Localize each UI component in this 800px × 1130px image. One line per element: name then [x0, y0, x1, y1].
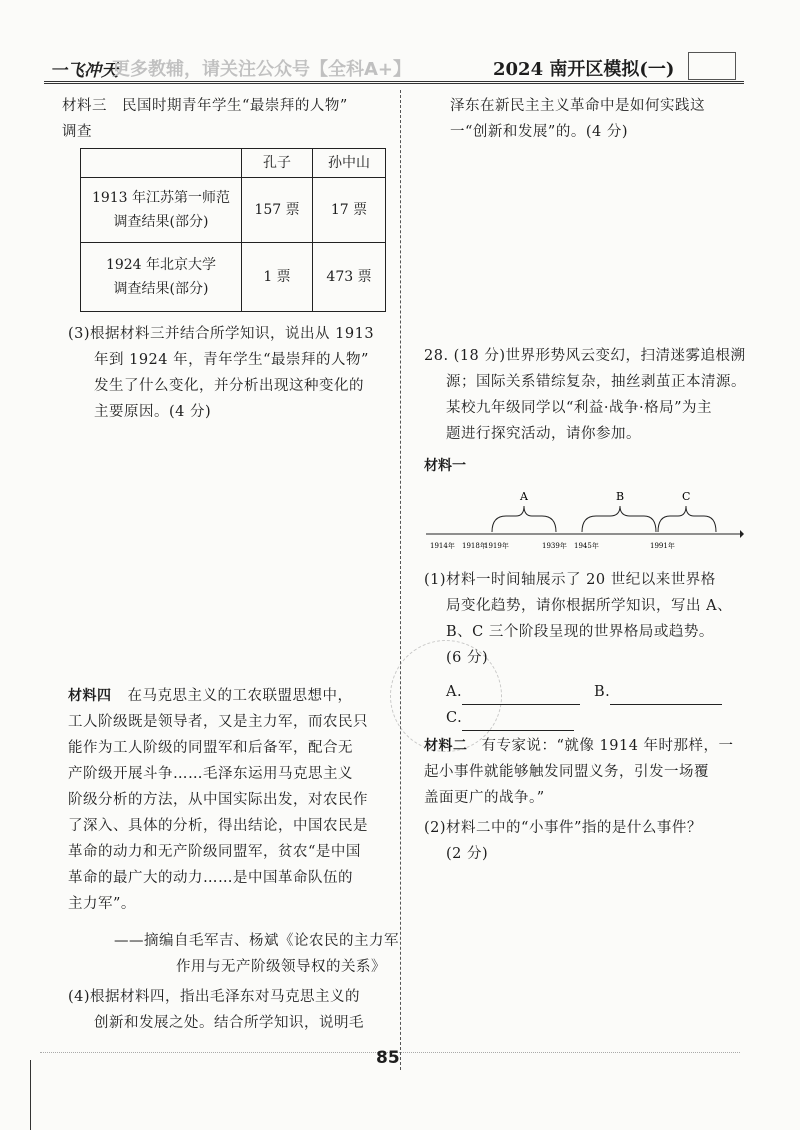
- answer-a: [446, 679, 580, 705]
- material4-line: 产阶级开展斗争……毛泽东运用马克思主义: [68, 766, 353, 782]
- material4-line: 能作为工人阶级的同盟军和后备军，配合无: [68, 740, 353, 756]
- material4-source-cont: 作用与无产阶级领导权的关系》: [176, 959, 386, 975]
- table-row-label: [81, 243, 242, 312]
- survey-table: [80, 148, 386, 312]
- watermark-ad: 更多教辅，请关注公众号【全科A+】: [112, 59, 412, 80]
- question-3: [68, 321, 374, 425]
- question-line: B、C 三个阶段呈现的世界格局或趋势。: [446, 624, 714, 640]
- question-2: [424, 815, 702, 867]
- table-header-cell: 孙中山: [313, 149, 386, 178]
- question-line: 发生了什么变化，并分析出现这种变化的: [94, 378, 364, 394]
- material2: [424, 733, 734, 811]
- table-row-label-line: 1924 年北京大学: [105, 257, 217, 273]
- timeline-arrow: [740, 530, 744, 538]
- timeline-tick: 1945年: [574, 542, 599, 550]
- table-cell: 473 票: [313, 243, 386, 312]
- question-line: (4)根据材料四，指出毛泽东对马克思主义的: [68, 989, 361, 1005]
- bracket-b: [582, 506, 656, 532]
- brand-logo-text: 一飞冲天: [50, 61, 118, 81]
- material4-line: 革命的最广大的动力……是中国革命队伍的: [68, 870, 353, 886]
- timeline-tick: 1914年: [430, 542, 455, 550]
- material4-line: 主力军”。: [68, 896, 136, 912]
- question-line: 主要原因。(4 分): [94, 404, 212, 420]
- question-line: 创新和发展之处。结合所学知识，说明毛: [94, 1015, 364, 1031]
- table-row-label-line: 调查结果(部分): [113, 214, 209, 230]
- table-header-cell: 孔子: [242, 149, 313, 178]
- material1-label: 材料一: [424, 458, 466, 474]
- table-cell: 1 票: [242, 243, 313, 312]
- question-line: (6 分): [446, 650, 489, 666]
- material4-line: 了深入、具体的分析，得出结论，中国农民是: [68, 818, 368, 834]
- question-line: (1)材料一时间轴展示了 20 世纪以来世界格: [424, 572, 716, 588]
- material2-line: 有专家说：“就像 1914 年时那样，一: [481, 738, 734, 754]
- material4-label: 材料四: [68, 688, 112, 704]
- question-line: 泽东在新民主主义革命中是如何实践这: [450, 98, 705, 114]
- question-line: (2)材料二中的“小事件”指的是什么事件？: [424, 820, 702, 836]
- bracket-label: B: [616, 490, 625, 503]
- bracket-a: [492, 506, 556, 532]
- table-row-label: [81, 178, 242, 243]
- material4: [68, 683, 368, 917]
- table-cell: 157 票: [242, 178, 313, 243]
- question-4: [68, 984, 364, 1036]
- question-line: 局变化趋势，请你根据所学知识，写出 A、: [446, 598, 733, 614]
- timeline-tick: 1939年: [542, 542, 567, 550]
- question-line: (2 分): [446, 846, 489, 862]
- answer-b: [594, 679, 722, 705]
- material4-source: ——摘编自毛军吉、杨斌《论农民的主力军: [114, 933, 399, 949]
- question-line: 某校九年级同学以“利益·战争·格局”为主: [446, 400, 713, 416]
- material2-line: 起小事件就能够触发同盟义务，引发一场覆: [424, 764, 709, 780]
- question-line: 题进行探究活动，请你参加。: [446, 426, 641, 442]
- page-number: 85: [376, 1048, 400, 1068]
- material3-title-cont: 调查: [62, 124, 92, 140]
- timeline-diagram: [424, 484, 744, 554]
- bracket-label: A: [520, 490, 528, 503]
- table-row-label-line: 1913 年江苏第一师范: [91, 190, 231, 206]
- table-row: [81, 243, 386, 312]
- column-divider: [400, 90, 401, 1070]
- question-line: 年到 1924 年，青年学生“最崇拜的人物”: [94, 352, 369, 368]
- question-line: 一“创新和发展”的。(4 分): [450, 124, 628, 140]
- question-line: 源；国际关系错综复杂，抽丝剥茧正本清源。: [446, 374, 746, 390]
- timeline-tick: 1918年: [462, 542, 487, 550]
- timeline-tick: 1991年: [650, 542, 675, 550]
- table-row: [81, 178, 386, 243]
- material2-line: 盖面更广的战争。”: [424, 790, 545, 806]
- question-1: [424, 567, 732, 671]
- question-line: 28. (18 分)世界形势风云变幻，扫清迷雾追根溯: [424, 348, 746, 364]
- answer-a-blank[interactable]: [462, 686, 580, 705]
- answer-b-label: B.: [594, 684, 611, 700]
- bracket-label: C: [682, 490, 691, 503]
- material3-title: 材料三 民国时期青年学生“最崇拜的人物”: [62, 98, 348, 114]
- question-line: (3)根据材料三并结合所学知识，说出从 1913: [68, 326, 375, 342]
- table-header-cell: [81, 149, 242, 178]
- answer-c-blank[interactable]: [462, 712, 574, 731]
- corner-stamp-box: [688, 52, 736, 80]
- binding-line: [30, 1060, 31, 1130]
- table-cell: 17 票: [313, 178, 386, 243]
- material4-line: 阶级分析的方法，从中国实际出发，对农民作: [68, 792, 368, 808]
- header-rule: [44, 81, 744, 87]
- timeline-tick: 1919年: [484, 542, 509, 550]
- answer-c-label: C.: [446, 710, 463, 726]
- material4-line: 在马克思主义的工农联盟思想中，: [127, 688, 353, 704]
- question-28: [424, 343, 746, 447]
- material4-line: 工人阶级既是领导者，又是主力军，而农民只: [68, 714, 368, 730]
- question-4-continued: [450, 93, 705, 145]
- material4-line: 革命的动力和无产阶级同盟军，贫农“是中国: [68, 844, 361, 860]
- material2-label: 材料二: [424, 738, 468, 754]
- answer-c: [446, 705, 574, 731]
- answer-b-blank[interactable]: [610, 686, 722, 705]
- table-header-row: [81, 149, 386, 178]
- table-row-label-line: 调查结果(部分): [113, 281, 209, 297]
- answer-a-label: A.: [446, 684, 463, 700]
- series-title: 2024 南开区模拟(一): [493, 59, 675, 80]
- bracket-c: [658, 506, 716, 532]
